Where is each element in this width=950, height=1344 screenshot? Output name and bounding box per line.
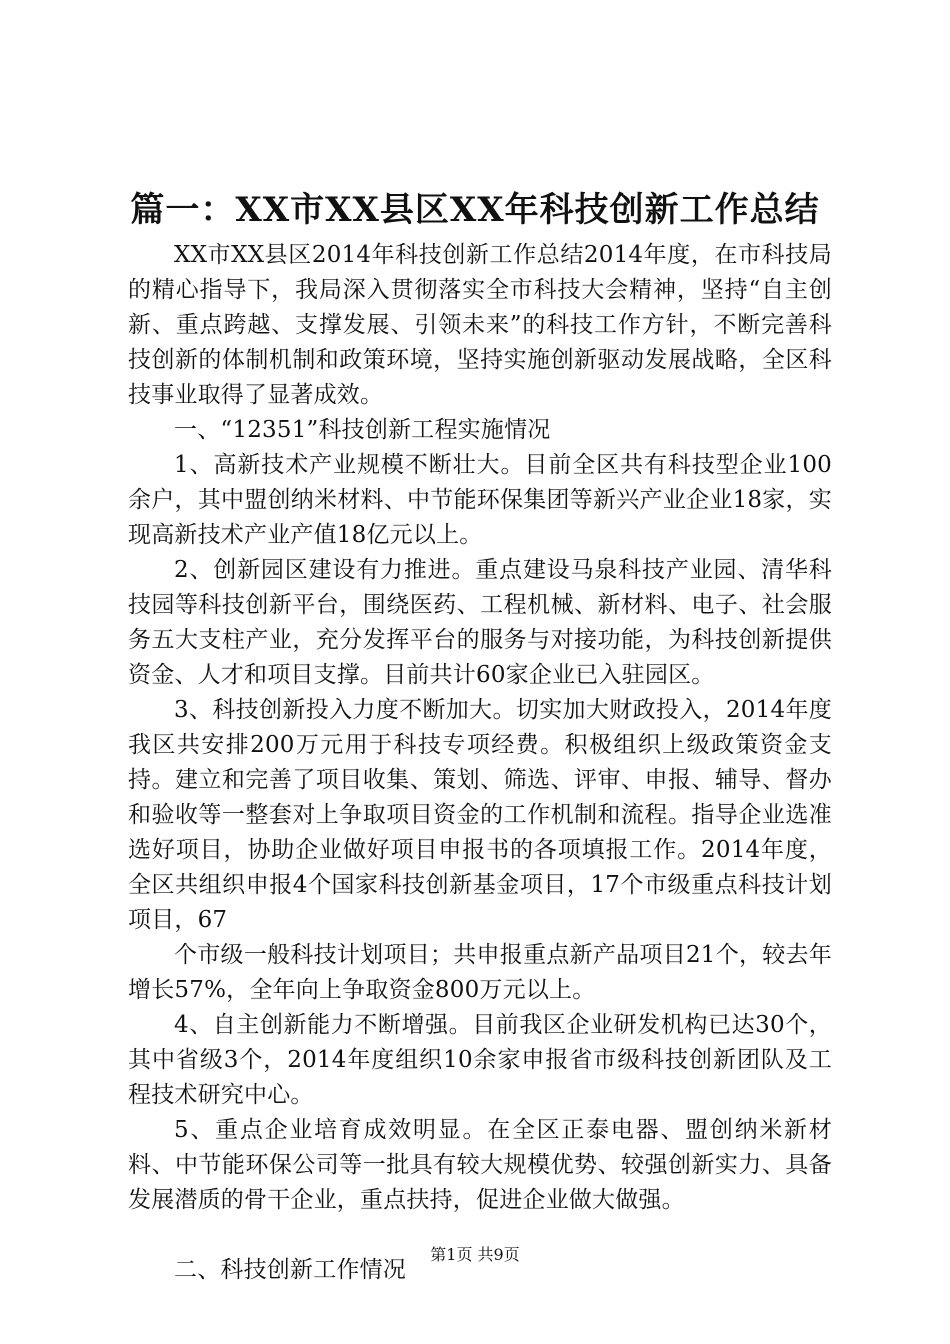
document-title: 篇一：XX市XX县区XX年科技创新工作总结 [130, 190, 820, 230]
document-body [128, 238, 832, 1288]
paragraph-item-5: 5、重点企业培育成效明显。在全区正泰电器、盟创纳米新材料、中节能环保公司等一批具有较大规模优势、较强创新实力、具备发展潜质的骨干企业，重点扶持，促进企业做大做强。 [128, 1117, 832, 1213]
paragraph-item-3-continued: 个市级一般科技计划项目；共申报重点新产品项目21个，较去年增长57%，全年向上争取资金800万元以上。 [128, 942, 832, 1003]
paragraph-item-4: 4、自主创新能力不断增强。目前我区企业研发机构已达30个，其中省级3个，2014年度组织10余家申报省市级科技创新团队及工程技术研究中心。 [128, 1012, 832, 1108]
section-heading-1: 一、“12351”科技创新工程实施情况 [174, 417, 551, 443]
paragraph-item-2: 2、创新园区建设有力推进。重点建设马泉科技产业园、清华科技园等科技创新平台，围绕医药、工程机械、新材料、电子、社会服务五大支柱产业，充分发挥平台的服务与对接功能，为科技创新提供资金、人才和项目支撑。目前共计60家企业已入驻园区。 [128, 557, 832, 688]
paragraph-item-1: 1、高新技术产业规模不断壮大。目前全区共有科技型企业100余户，其中盟创纳米材料、中节能环保集团等新兴产业企业18家，实现高新技术产业产值18亿元以上。 [128, 452, 832, 548]
paragraph-item-3: 3、科技创新投入力度不断加大。切实加大财政投入，2014年度我区共安排200万元用于科技专项经费。积极组织上级政策资金支持。建立和完善了项目收集、策划、筛选、评审、申报、辅导、督办和验收等一整套对上争取项目资金的工作机制和流程。指导企业选准选好项目，协助企业做好项目申报书的各项填报工作。2014年度，全区共组织申报4个国家科技创新基金项目，17个市级重点科技计划项目，67 [128, 697, 832, 933]
page-footer: 第1页 共9页 [430, 1245, 520, 1264]
paragraph-intro: XX市XX县区2014年科技创新工作总结2014年度，在市科技局的精心指导下，我局深入贯彻落实全市科技大会精神，坚持“自主创新、重点跨越、支撑发展、引领未来”的科技工作方针，不断完善科技创新的体制机制和政策环境，坚持实施创新驱动发展战略，全区科技事业取得了显著成效。 [128, 242, 832, 408]
section-heading-2: 二、科技创新工作情况 [174, 1257, 406, 1283]
